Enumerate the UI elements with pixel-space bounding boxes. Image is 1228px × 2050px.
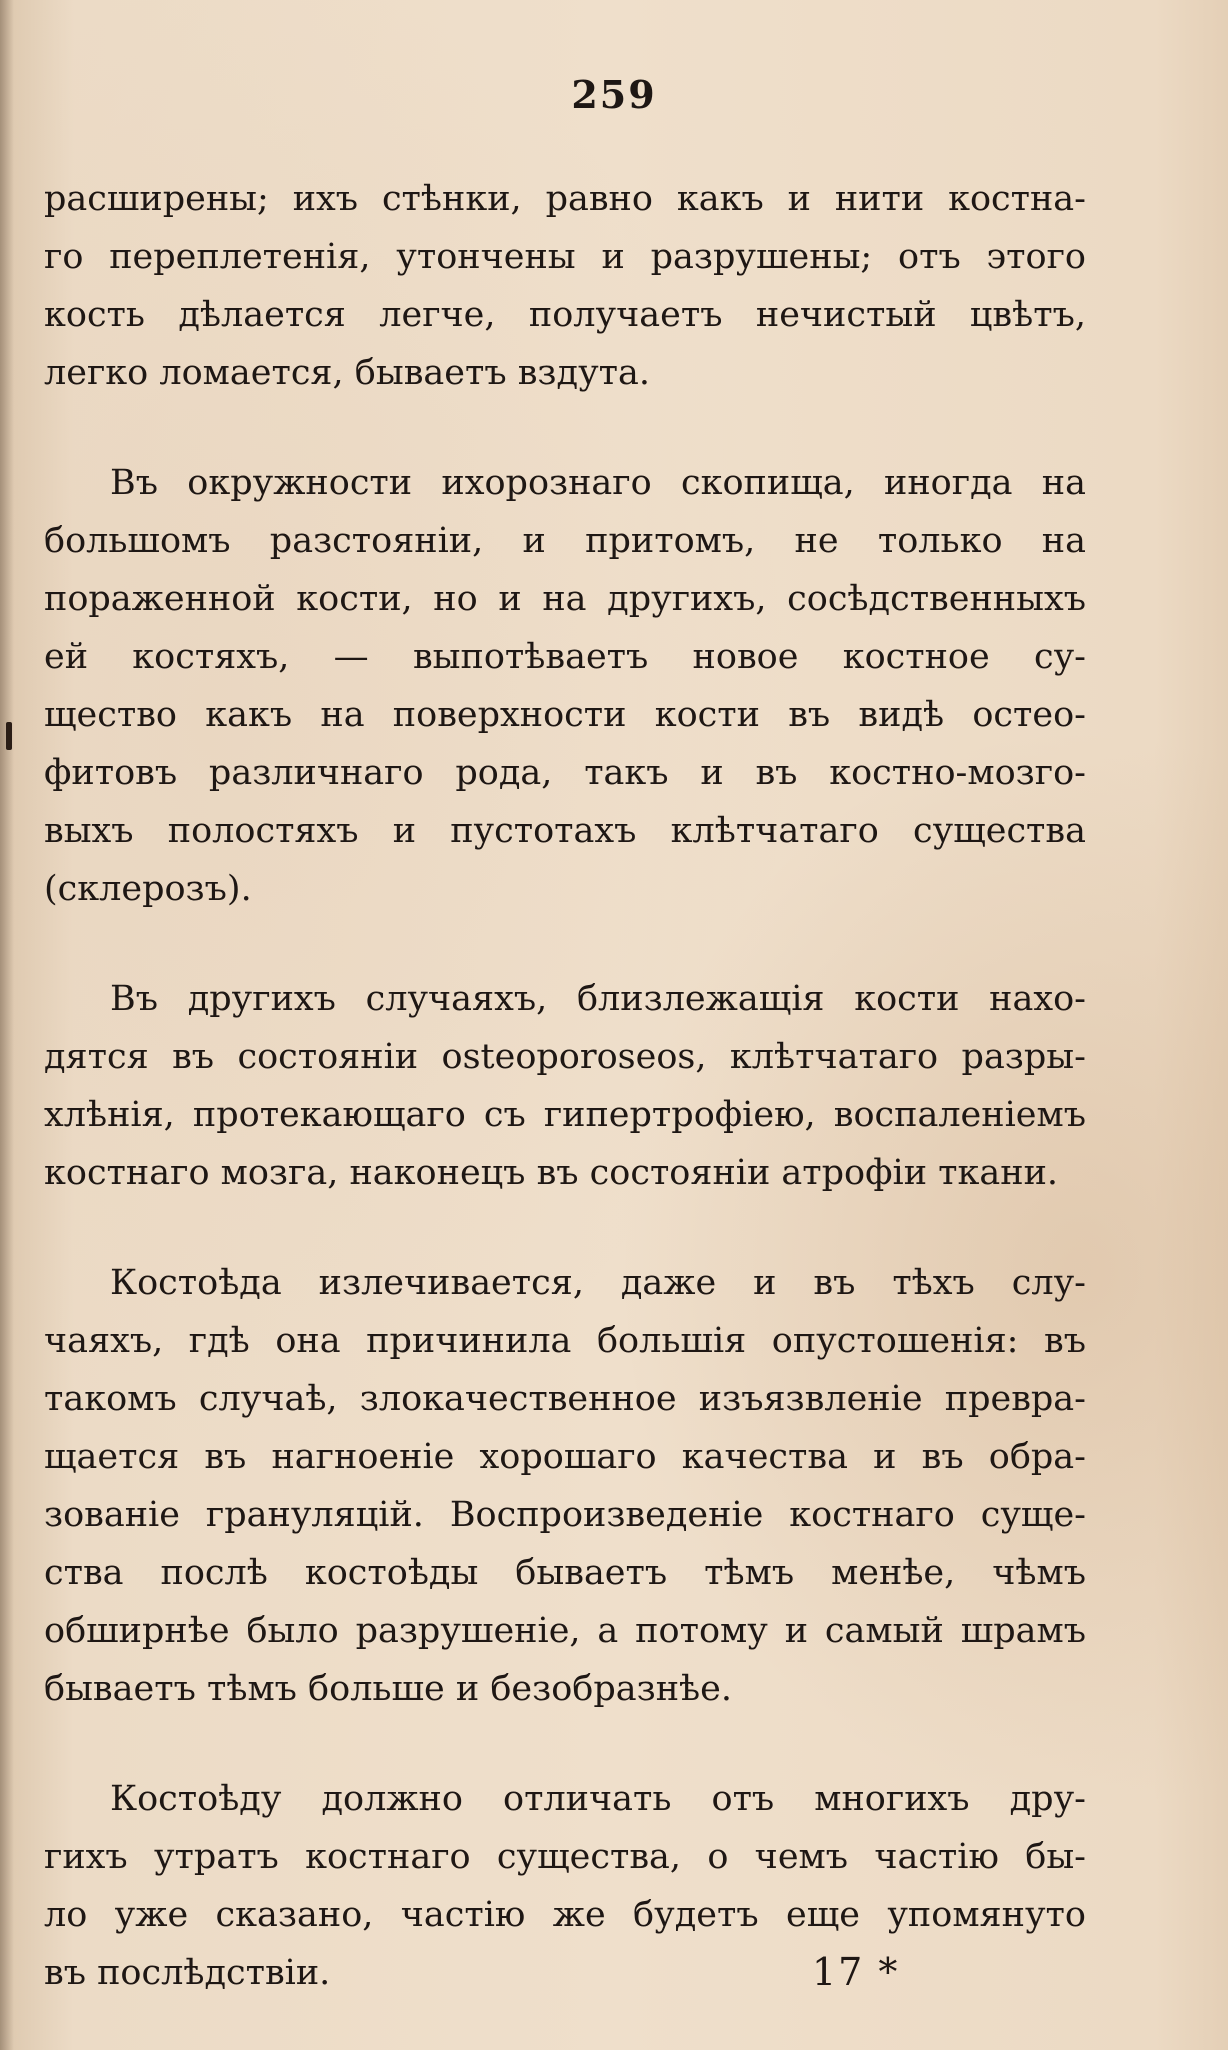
- text-line: щество какъ на поверхности кости въ видѣ остео-: [44, 695, 1086, 735]
- text-line: ей костяхъ, — выпотѣваетъ новое костное су-: [44, 637, 1086, 677]
- text-line: Костоѣду должно отличать отъ многихъ дру-: [110, 1779, 1086, 1819]
- text-line: Въ окружности ихорознаго скопища, иногда на: [110, 463, 1086, 503]
- text-line: зованіе грануляцій. Воспроизведеніе костнаго суще-: [44, 1495, 1086, 1535]
- text-line: го переплетенія, утончены и разрушены; отъ этого: [44, 237, 1086, 277]
- text-line: (склерозъ).: [44, 869, 252, 909]
- text-line: гихъ утратъ костнаго существа, о чемъ частію бы-: [44, 1837, 1086, 1877]
- text-line: кость дѣлается легче, получаетъ нечистый цвѣтъ,: [44, 295, 1086, 335]
- body-text: [44, 170, 1086, 2002]
- paragraph-3: [44, 970, 1086, 1202]
- text-line: фитовъ различнаго рода, такъ и въ костно-мозго-: [44, 753, 1086, 793]
- paragraph-4: [44, 1254, 1086, 1718]
- text-line: большомъ разстояніи, и притомъ, не только на: [44, 521, 1086, 561]
- text-line: дятся въ состояніи osteoporoseos, клѣтчатаго разры-: [44, 1037, 1086, 1077]
- text-line: бываетъ тѣмъ больше и безобразнѣе.: [44, 1669, 732, 1709]
- text-line: костнаго мозга, наконецъ въ состояніи атрофіи ткани.: [44, 1153, 1059, 1193]
- text-line: пораженной кости, но и на другихъ, сосѣдственныхъ: [44, 579, 1086, 619]
- text-line: хлѣнія, протекающаго съ гипертрофіею, воспаленіемъ: [44, 1095, 1086, 1135]
- text-line: выхъ полостяхъ и пустотахъ клѣтчатаго существа: [44, 811, 1086, 851]
- text-line: такомъ случаѣ, злокачественное изъязвленіе превра-: [44, 1379, 1086, 1419]
- page-number: 259: [571, 72, 657, 117]
- margin-mark: [6, 722, 12, 750]
- paragraph-1: [44, 170, 1086, 402]
- text-line: обширнѣе было разрушеніе, а потому и самый шрамъ: [44, 1611, 1086, 1651]
- gutter-shadow: [0, 0, 14, 2050]
- text-line: ло уже сказано, частію же будетъ еще упомянуто: [44, 1895, 1086, 1935]
- text-line: Въ другихъ случаяхъ, близлежащія кости нахо-: [110, 979, 1086, 1019]
- text-line: расширены; ихъ стѣнки, равно какъ и нити костна-: [44, 179, 1086, 219]
- text-line: Костоѣда излечивается, даже и въ тѣхъ слу-: [110, 1263, 1086, 1303]
- paragraph-2: [44, 454, 1086, 918]
- text-line: щается въ нагноеніе хорошаго качества и въ обра-: [44, 1437, 1086, 1477]
- signature-mark: 17 *: [812, 1950, 900, 1994]
- paragraph-5: [44, 1770, 1086, 2002]
- text-line: ства послѣ костоѣды бываетъ тѣмъ менѣе, чѣмъ: [44, 1553, 1086, 1593]
- text-line: легко ломается, бываетъ вздута.: [44, 353, 651, 393]
- text-line: чаяхъ, гдѣ она причинила большія опустошенія: въ: [44, 1321, 1086, 1361]
- text-line: въ послѣдствіи.: [44, 1953, 331, 1993]
